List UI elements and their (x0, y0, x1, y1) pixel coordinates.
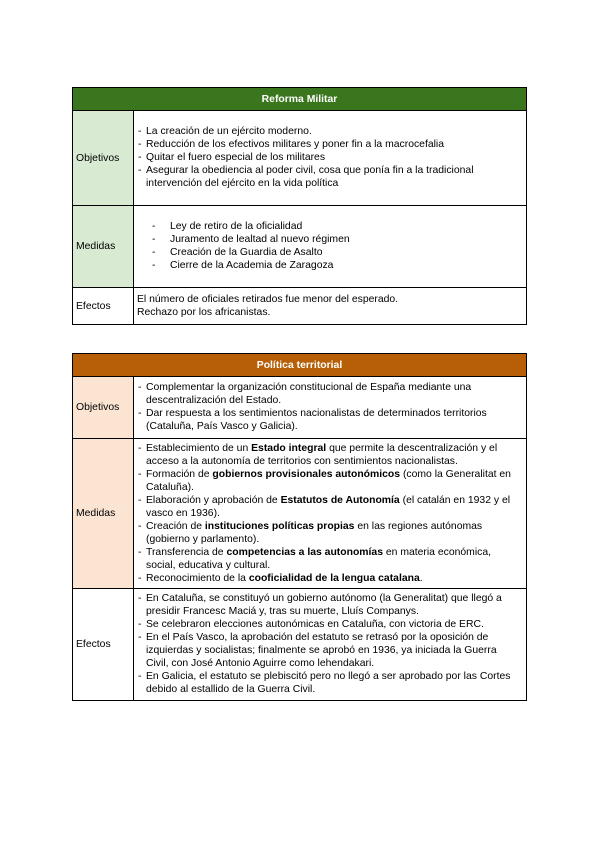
list-item: - Creación de la Guardia de Asalto (152, 246, 521, 259)
reforma-militar-objetivos-row (73, 111, 527, 206)
list-item (138, 442, 521, 468)
list-item: - Dar respuesta a los sentimientos nacionalistas de determinados territorios (Cataluña, País Vasco y Galicia). (138, 407, 521, 433)
list-item: - Complementar la organización constitucional de España mediante una descentralización del Estado. (138, 381, 521, 407)
item-text: Transferencia de (146, 546, 227, 558)
item-emphasis: Estado integral (251, 442, 327, 454)
medidas-label: Medidas (73, 206, 134, 288)
efectos-content (134, 589, 527, 701)
politica-territorial-table (72, 353, 527, 701)
item-text: Establecimiento de un (146, 442, 252, 454)
efectos-line: Rechazo por los africanistas. (137, 306, 271, 318)
list-item: - En Cataluña, se constituyó un gobierno autónomo (la Generalitat) que llegó a presidir Francesc Maciá y, tras su muerte, Lluís Companys. (138, 592, 521, 618)
politica-territorial-medidas-row (73, 439, 527, 589)
politica-territorial-header-row (73, 354, 527, 377)
list-item (138, 494, 521, 520)
list-item: - Cierre de la Academia de Zaragoza (152, 259, 521, 272)
medidas-label: Medidas (73, 439, 134, 589)
objetivos-content (134, 111, 527, 206)
item-emphasis: gobiernos provisionales autonómicos (212, 468, 401, 480)
medidas-content (134, 206, 527, 288)
objetivos-list (138, 125, 521, 190)
item-text: (como la Generalitat en Cataluña). (146, 468, 511, 493)
list-item: - La creación de un ejército moderno. (138, 125, 521, 138)
list-item: - Asegurar la obediencia al poder civil, cosa que ponía fin a la tradicional intervención del ejército en la vida política (138, 164, 521, 190)
objetivos-label: Objetivos (73, 377, 134, 439)
item-text: Elaboración y aprobación de (146, 494, 281, 506)
efectos-line: El número de oficiales retirados fue menor del esperado. (137, 293, 399, 305)
list-item: - Quitar el fuero especial de los militares (138, 151, 521, 164)
efectos-content (134, 288, 527, 325)
reforma-militar-medidas-row (73, 206, 527, 288)
item-text: en materia económica, social, educativa y cultural. (146, 546, 491, 571)
efectos-label: Efectos (73, 589, 134, 701)
politica-territorial-title: Política territorial (73, 354, 527, 377)
list-item (138, 572, 521, 585)
efectos-label: Efectos (73, 288, 134, 325)
list-item: - Ley de retiro de la oficialidad (152, 220, 521, 233)
item-text: . (419, 572, 423, 584)
reforma-militar-efectos-row (73, 288, 527, 325)
item-text: Formación de (146, 468, 213, 480)
list-item (138, 546, 521, 572)
objetivos-content (134, 377, 527, 439)
reforma-militar-table (72, 87, 527, 325)
item-emphasis: Estatutos de Autonomía (280, 494, 400, 506)
list-item: - Reducción de los efectivos militares y poner fin a la macrocefalia (138, 138, 521, 151)
objetivos-label: Objetivos (73, 111, 134, 206)
medidas-content (134, 439, 527, 589)
item-emphasis: cooficialidad de la lengua catalana (248, 572, 420, 584)
item-text: (el catalán en 1932 y el vasco en 1936). (146, 494, 511, 519)
list-item: - Juramento de lealtad al nuevo régimen (152, 233, 521, 246)
item-text: Creación de (146, 520, 205, 532)
item-text: en las regiones autónomas (gobierno y parlamento). (146, 520, 483, 545)
list-item: - En el País Vasco, la aprobación del estatuto se retrasó por la oposición de izquierdas y socialistas; finalmente se aprobó en 1936, ya iniciada la Guerra Civil, con José Antonio Aguirre como lehendakari. (138, 631, 521, 670)
list-item: - Se celebraron elecciones autonómicas en Cataluña, con victoria de ERC. (138, 618, 521, 631)
list-item: - En Galicia, el estatuto se plebiscitó pero no llegó a ser aprobado por las Cortes debido al estallido de la Guerra Civil. (138, 670, 521, 696)
item-text: que permite la descentralización y el acceso a la autonomía de territorios con sentimientos nacionalistas. (146, 442, 498, 467)
objetivos-list (138, 381, 521, 433)
reforma-militar-header-row (73, 88, 527, 111)
item-text: Reconocimiento de la (146, 572, 249, 584)
item-emphasis: competencias a las autonomías (226, 546, 383, 558)
medidas-list (138, 442, 521, 585)
medidas-list (152, 220, 521, 272)
reforma-militar-title: Reforma Militar (73, 88, 527, 111)
list-item (138, 520, 521, 546)
item-emphasis: instituciones políticas propias (204, 520, 355, 532)
politica-territorial-objetivos-row (73, 377, 527, 439)
politica-territorial-efectos-row (73, 589, 527, 701)
efectos-list (138, 592, 521, 696)
list-item (138, 468, 521, 494)
